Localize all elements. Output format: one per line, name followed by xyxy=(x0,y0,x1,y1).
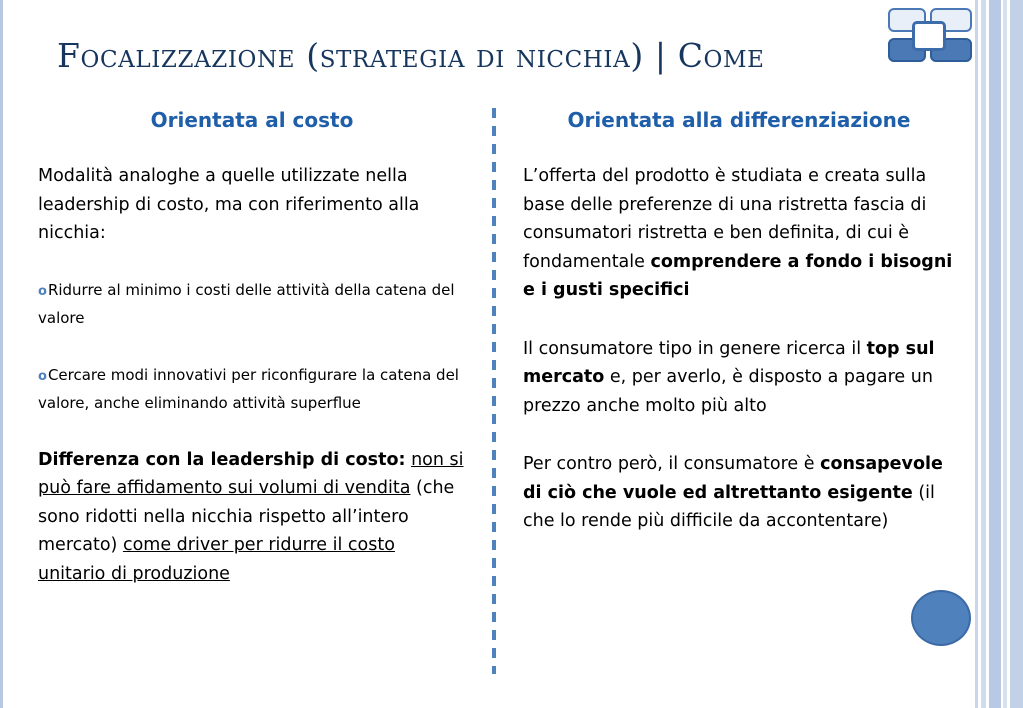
left-edge-line xyxy=(0,0,3,708)
right-p3-text1: Per contro però, il consumatore è xyxy=(523,454,815,474)
right-paragraph-consumer xyxy=(523,335,955,421)
right-column xyxy=(523,108,955,536)
left-difference-paragraph xyxy=(38,446,466,589)
ring-bullet-icon: o xyxy=(38,368,47,384)
right-p1-text: L’offerta del prodotto è studiata e creata sulla base delle preferenze di una ristretta fascia di consumatori ristretta e ben definita, di cui è fondamentale xyxy=(523,166,927,272)
right-p2-text2: e, per averlo, è disposto a pagare un prezzo anche molto più alto xyxy=(523,367,933,416)
right-p3-bold: consapevole di ciò che vuole ed altrettanto esigente xyxy=(523,454,943,503)
right-p3-text2: (il che lo rende più difficile da accontentare) xyxy=(523,482,935,531)
decorative-stripe xyxy=(981,0,986,708)
left-bullet-item xyxy=(38,362,466,416)
right-paragraph-offer xyxy=(523,162,955,305)
logo-center-box xyxy=(912,21,946,51)
circle-decoration-icon xyxy=(911,590,971,646)
overlapping-boxes-logo-icon xyxy=(886,6,972,64)
left-bullet-text: Cercare modi innovativi per riconfigurare la catena del valore, anche eliminando attività superflue xyxy=(38,365,459,412)
right-column-heading: Orientata alla differenziazione xyxy=(567,108,911,132)
left-bullet-text: Ridurre al minimo i costi delle attività della catena del valore xyxy=(38,280,455,327)
left-intro-paragraph: Modalità analoghe a quelle utilizzate nella leadership di costo, ma con riferimento alla nicchia: xyxy=(38,166,420,243)
ring-bullet-icon: o xyxy=(38,283,47,299)
right-paragraph-contrast xyxy=(523,450,955,536)
decorative-stripe xyxy=(975,0,978,708)
decorative-stripe xyxy=(989,0,1001,708)
difference-underlined-1: non si può fare affidamento sui volumi di vendita xyxy=(38,449,464,498)
column-divider xyxy=(492,108,496,674)
difference-underlined-2: come driver per ridurre il costo unitario di produzione xyxy=(38,535,395,584)
left-bullet-item xyxy=(38,277,466,331)
left-column-heading: Orientata al costo xyxy=(150,108,354,132)
decorative-stripe xyxy=(1003,0,1007,708)
right-p2-text1: Il consumatore tipo in genere ricerca il xyxy=(523,338,862,359)
right-p2-bold: top sul mercato xyxy=(523,338,935,387)
right-p1-bold: comprendere a fondo i bisogni e i gusti specifici xyxy=(523,251,953,300)
difference-middle-text: (che sono ridotti nella nicchia rispetto all’intero mercato) xyxy=(38,478,455,555)
decorative-stripe xyxy=(1010,0,1023,708)
slide-title: Focalizzazione (strategia di nicchia) | Come xyxy=(57,36,765,75)
left-column xyxy=(38,108,466,588)
difference-label: Differenza con la leadership di costo: xyxy=(38,449,406,470)
